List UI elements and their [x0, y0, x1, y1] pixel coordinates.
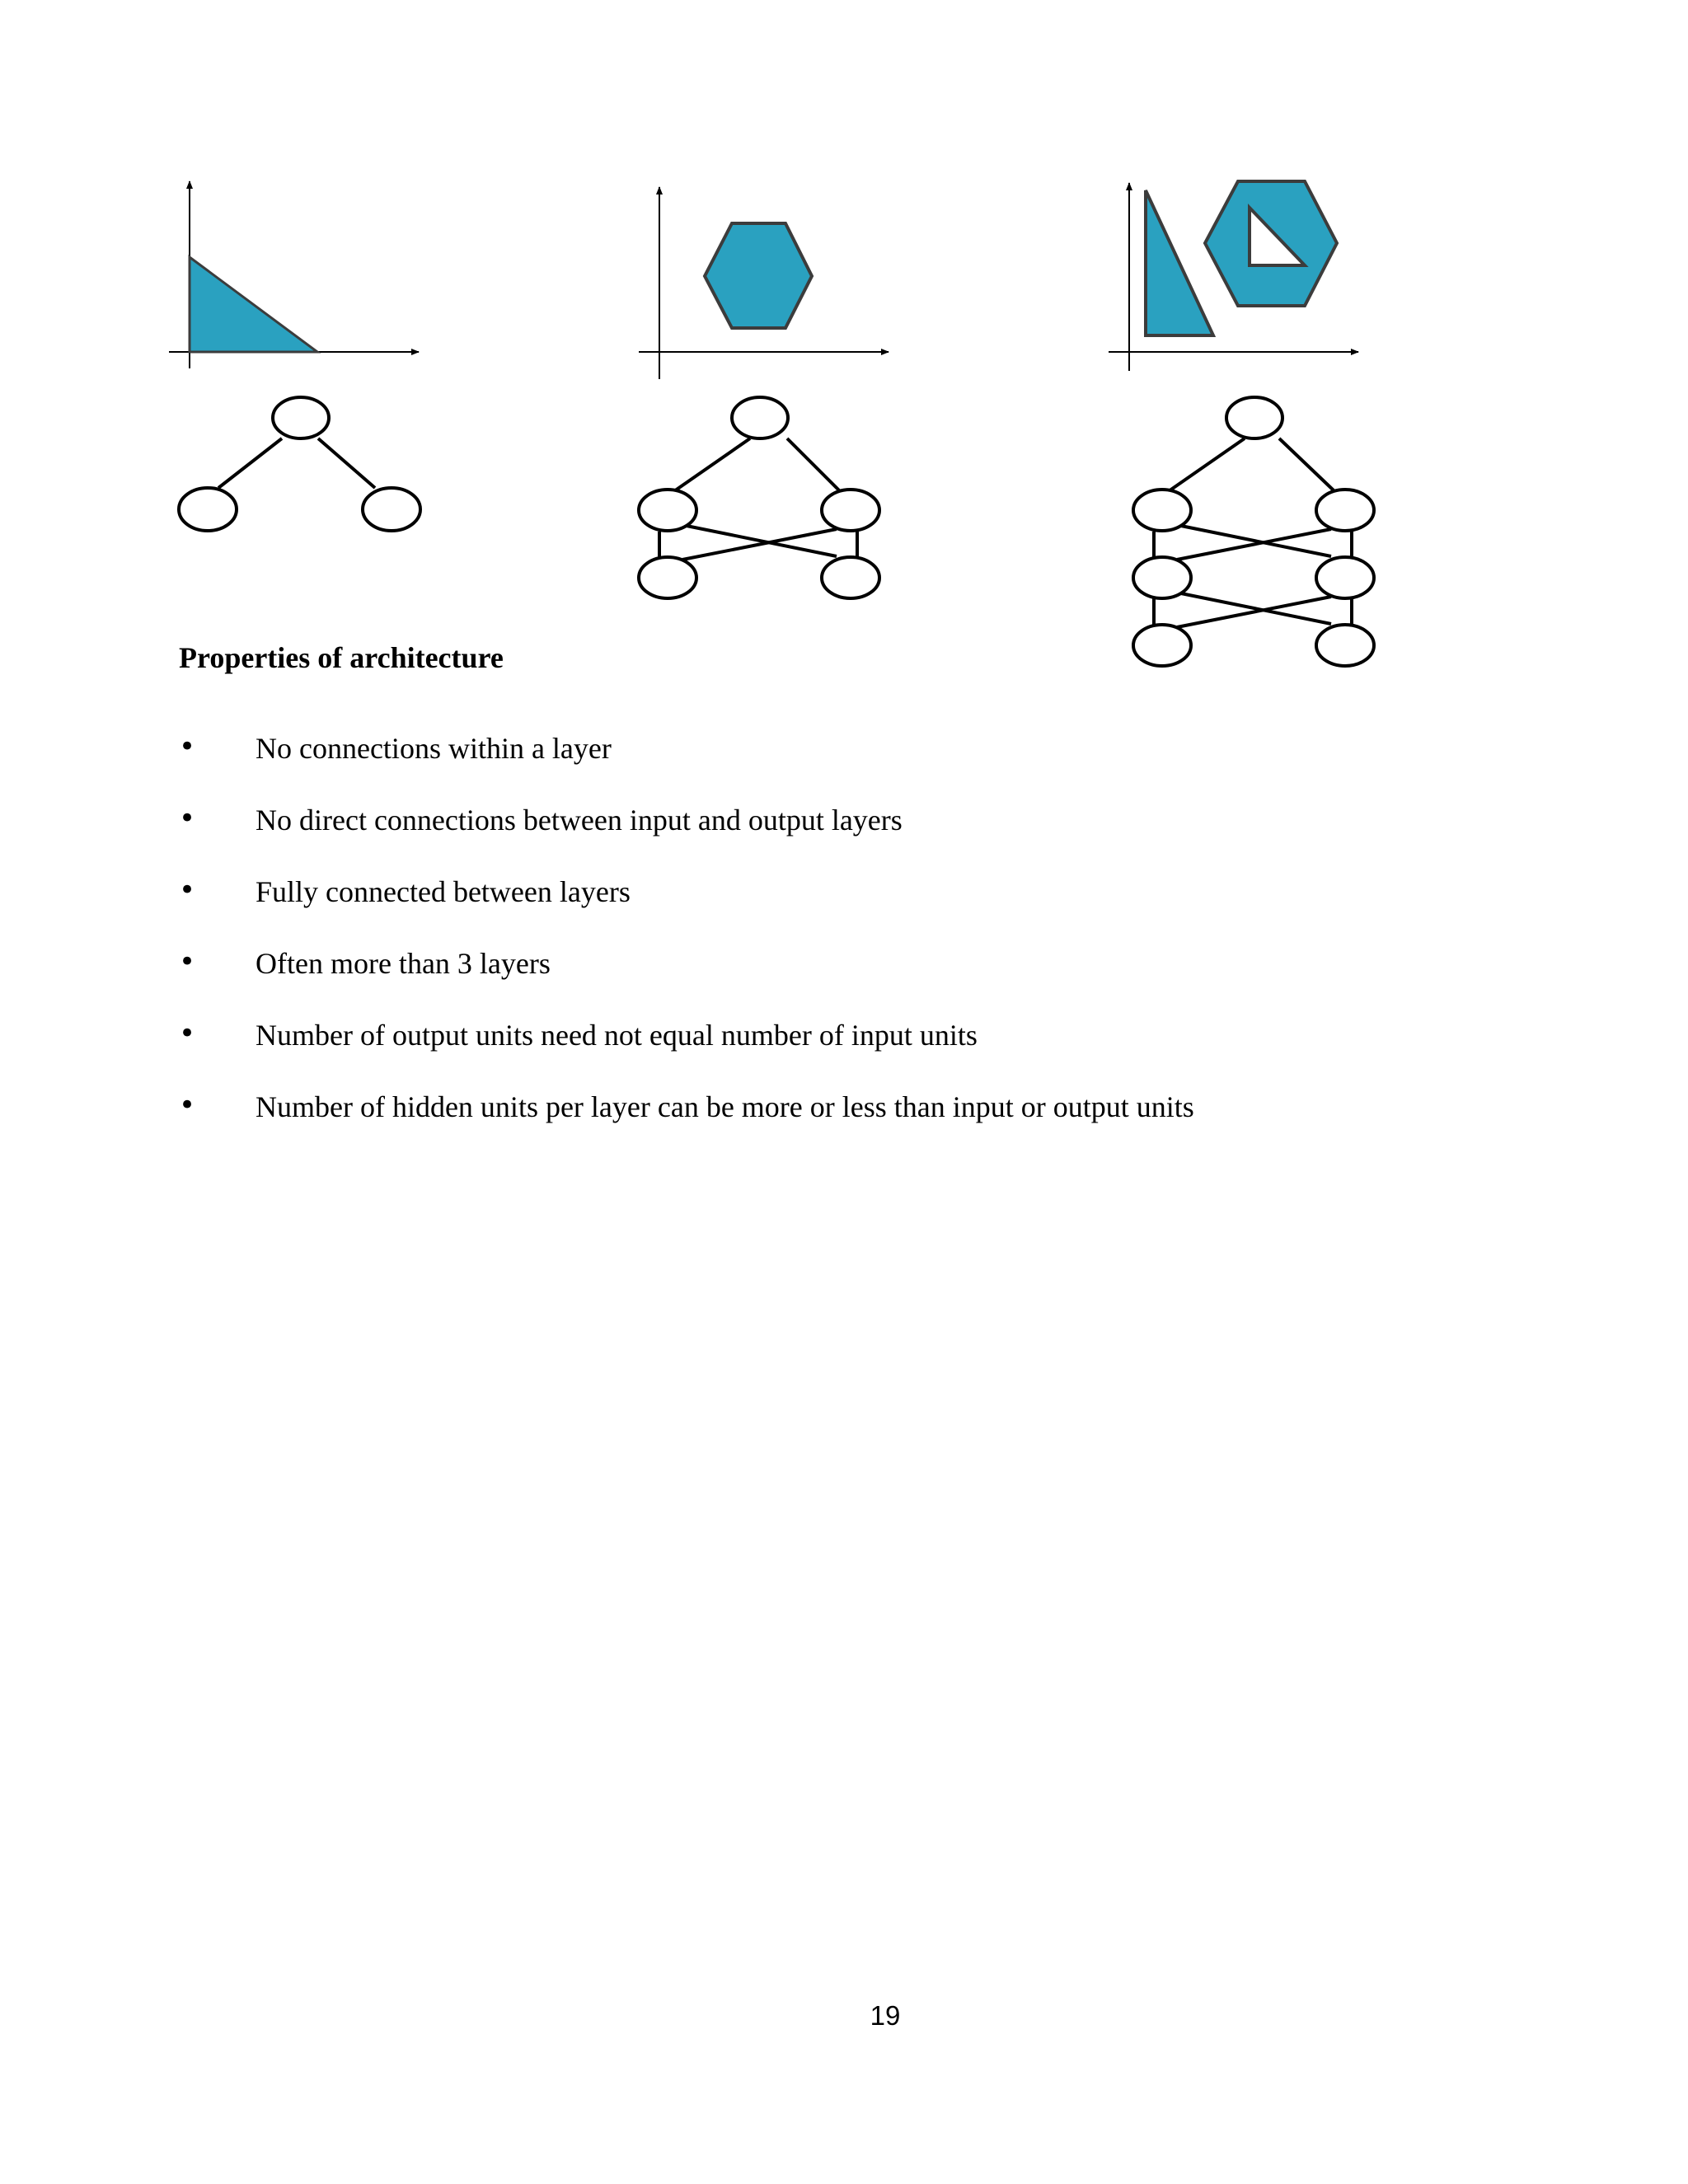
triangle-region — [190, 257, 317, 352]
hidden-node — [1316, 490, 1374, 531]
bullet-dot-icon: • — [179, 730, 196, 763]
bullet-list — [179, 730, 1580, 1160]
list-item — [179, 802, 1580, 874]
bullet-text: Number of hidden units per layer can be more or less than input or output units — [256, 1090, 1194, 1123]
bullet-text: No direct connections between input and output layers — [256, 804, 903, 837]
panel-1-network — [179, 397, 420, 531]
network-edge — [1279, 438, 1334, 490]
bullet-dot-icon: • — [179, 1017, 196, 1050]
input-node — [179, 488, 237, 531]
network-edge — [672, 438, 750, 493]
output-node — [273, 397, 329, 438]
hexagon-region — [705, 223, 812, 328]
input-node — [363, 488, 420, 531]
hidden-node — [1316, 557, 1374, 598]
network-edge — [1177, 529, 1331, 560]
network-edge — [1177, 597, 1331, 627]
network-edge — [1166, 438, 1245, 493]
network-edge — [1177, 593, 1331, 624]
bullet-text: Number of output units need not equal number of input units — [256, 1019, 978, 1052]
input-node — [1133, 625, 1191, 666]
panel-3 — [1109, 181, 1374, 666]
section-heading: Properties of architecture — [179, 641, 504, 674]
panel-2-network — [639, 397, 879, 598]
network-edge — [1177, 525, 1331, 556]
bullet-dot-icon: • — [179, 945, 196, 978]
list-item — [179, 1089, 1580, 1160]
panel-1 — [169, 181, 420, 531]
list-item — [179, 730, 1580, 802]
output-node — [1226, 397, 1282, 438]
network-edge — [682, 529, 837, 560]
list-item — [179, 874, 1580, 945]
bullet-text: No connections within a layer — [256, 732, 612, 765]
architecture-figure-svg — [157, 169, 1409, 696]
bullet-dot-icon: • — [179, 874, 196, 907]
input-node — [822, 557, 879, 598]
page-number: 19 — [870, 2000, 901, 2031]
input-node — [639, 557, 696, 598]
list-item — [179, 945, 1580, 1017]
network-edge — [218, 438, 282, 488]
hidden-node — [639, 490, 696, 531]
bullet-dot-icon: • — [179, 802, 196, 835]
panel-3-network — [1133, 397, 1374, 666]
architecture-figure — [157, 169, 1409, 696]
bullet-dot-icon: • — [179, 1089, 196, 1122]
hidden-node — [822, 490, 879, 531]
network-edge — [318, 438, 375, 488]
hidden-node — [1133, 557, 1191, 598]
input-node — [1316, 625, 1374, 666]
output-node — [732, 397, 788, 438]
bullet-text: Fully connected between layers — [256, 875, 631, 908]
triangle-region — [1146, 190, 1213, 335]
list-item — [179, 1017, 1580, 1089]
network-edge — [787, 438, 839, 490]
bullet-text: Often more than 3 layers — [256, 947, 551, 980]
network-edge — [682, 525, 837, 556]
panel-2 — [639, 187, 889, 598]
hidden-node — [1133, 490, 1191, 531]
